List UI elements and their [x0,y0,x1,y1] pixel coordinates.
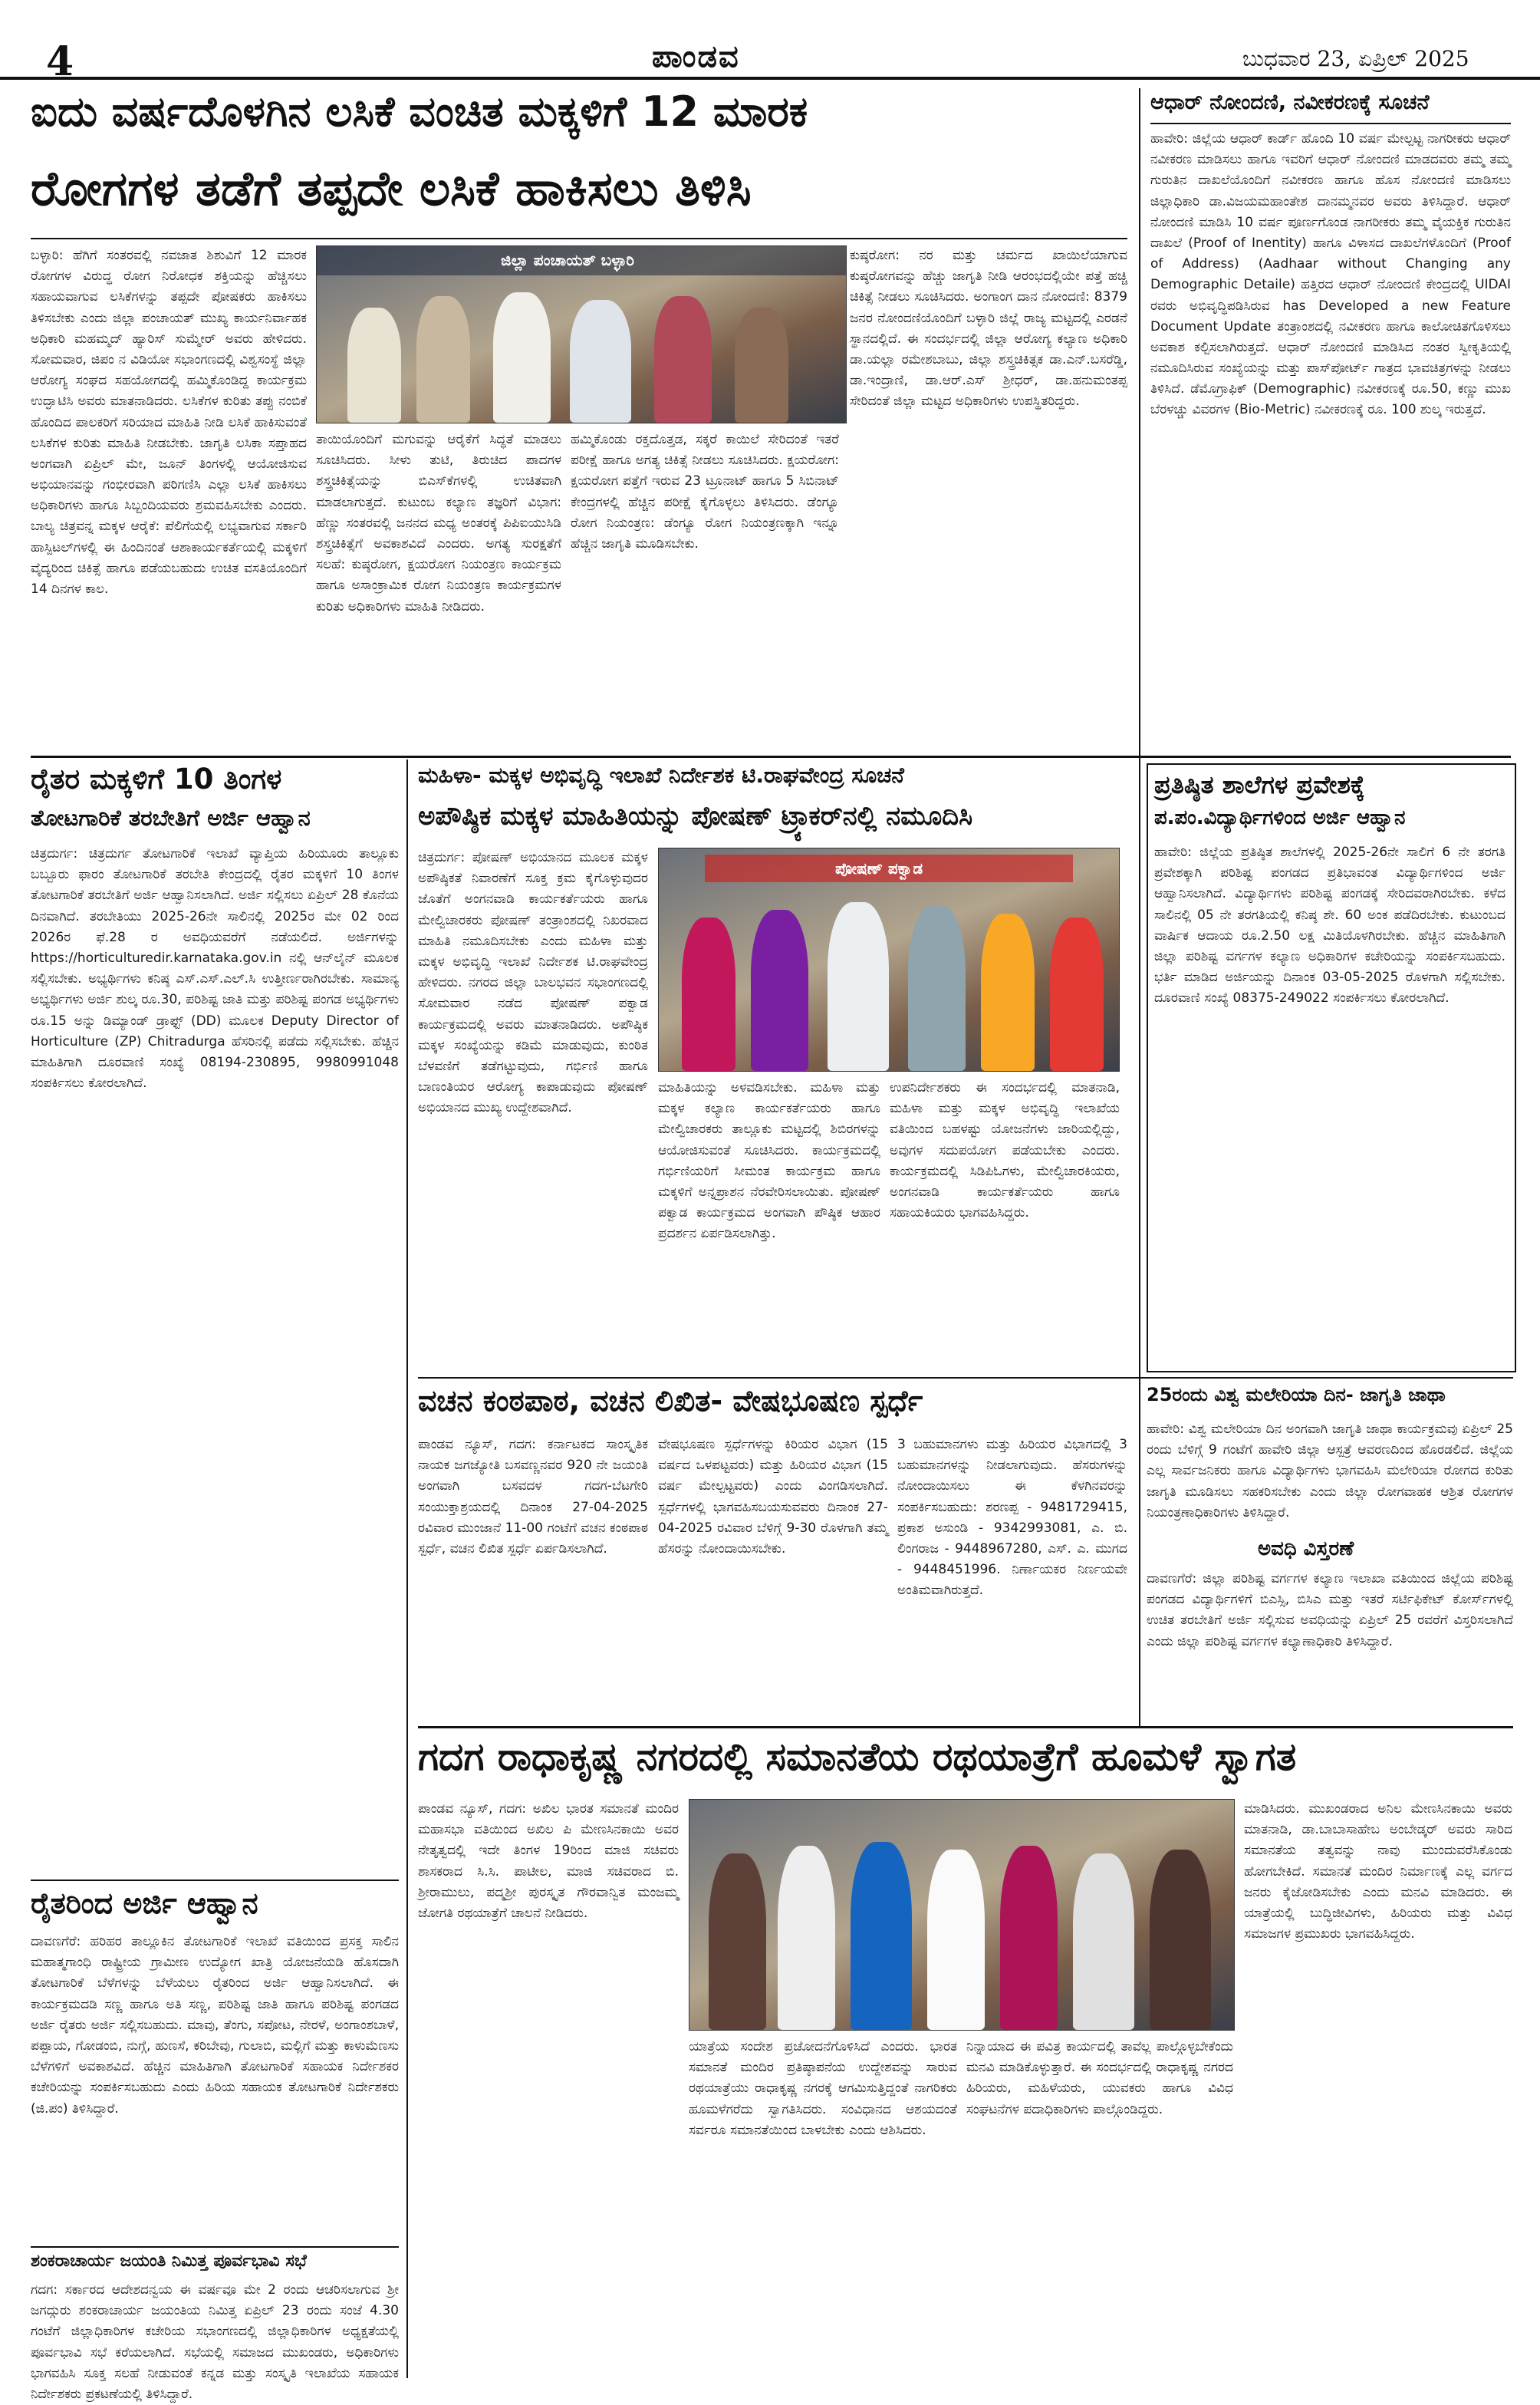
schools-headline-2: ಪ.ಪಂ.ವಿದ್ಯಾರ್ಥಿಗಳಿಂದ ಅರ್ಜಿ ಆಹ್ವಾನ [1154,806,1406,829]
gadag-column-1: ಪಾಂಡವ ನ್ಯೂಸ್, ಗದಗ: ಅಖಿಲ ಭಾರತ ಸಮಾನತೆ ಮಂದಿರ ಮಹಾಸಭಾ ವತಿಯಿಂದ ಅಖಿಲ ಪಿ ಮೇಣಸಿನಕಾಯಿ ಅವರ ನೇತೃತ್ವದಲ್ಲಿ ಇದೇ ತಿಂಗಳ 19ರಿಂದ ಮಾಜಿ ಸಚಿವರು ಶಾಸಕರಾದ ಸಿ.ಸಿ. ಪಾಟೀಲ, ಮಾಜಿ ಸಚಿವರಾದ ಬಿ. ಶ್ರೀರಾಮುಲು, ಪದ್ಮಶ್ರೀ ಪುರಸ್ಕೃತ ಗೌರವಾನ್ವಿತ ಮಂಜಮ್ಮ ಜೋಗತಿ ರಥಯಾತ್ರೆಗೆ ಚಾಲನೆ ನೀಡಿದರು. [418,1801,679,1921]
section-divider [418,1726,1513,1728]
poshan-column-1: ಚಿತ್ರದುರ್ಗ: ಪೋಷಣ್ ಅಭಿಯಾನದ ಮೂಲಕ ಮಕ್ಕಳ ಅಪೌಷ್ಠಿಕತೆ ನಿವಾರಣೆಗೆ ಸೂಕ್ತ ಕ್ರಮ ಕೈಗೊಳ್ಳುವುದರ ಜೊತೆಗೆ ಅಂಗನವಾಡಿ ಕಾರ್ಯಕರ್ತೆಯರು ಹಾಗೂ ಮೇಲ್ವಿಚಾರಕರು ಪೋಷಣ್ ತಂತ್ರಾಂಶದಲ್ಲಿ ನಿಖರವಾದ ಮಾಹಿತಿ ನಮೂದಿಸಬೇಕು ಎಂದು ಮಹಿಳಾ ಮತ್ತು ಮಕ್ಕಳ ಅಭಿವೃದ್ಧಿ ಇಲಾಖೆ ನಿರ್ದೇಶಕ ಟಿ.ರಾಘವೇಂದ್ರ ಹೇಳಿದರು. ನಗರದ ಜಿಲ್ಲಾ ಬಾಲಭವನ ಸಭಾಂಗಣದಲ್ಲಿ ಸೋಮವಾರ ನಡೆದ ಪೋಷಣ್ ಪಕ್ವಾಡ ಕಾರ್ಯಕ್ರಮದಲ್ಲಿ ಅವರು ಮಾತನಾಡಿದರು. ಅಪೌಷ್ಠಿಕ ಮಕ್ಕಳ ಸಂಖ್ಯೆಯನ್ನು ಕಡಿಮೆ ಮಾಡುವುದು, ಕುಂಠಿತ ಬೆಳವಣಿಗೆ ತಡೆಗಟ್ಟುವುದು, ಗರ್ಭಿಣಿ ಹಾಗೂ ಬಾಣಂತಿಯರ ಆರೋಗ್ಯ ಕಾಪಾಡುವುದು ಪೋಷಣ್ ಅಭಿಯಾನದ ಮುಖ್ಯ ಉದ್ದೇಶವಾಗಿದೆ. [418,850,648,1116]
poshan-column-3: ಉಪನಿರ್ದೇಶಕರು ಈ ಸಂದರ್ಭದಲ್ಲಿ ಮಾತನಾಡಿ, ಮಹಿಳಾ ಮತ್ತು ಮಕ್ಕಳ ಅಭಿವೃದ್ಧಿ ಇಲಾಖೆಯ ವತಿಯಿಂದ ಬಹಳಷ್ಟು ಯೋಜನೆಗಳು ಜಾರಿಯಲ್ಲಿದ್ದು, ಅವುಗಳ ಸದುಪಯೋಗ ಪಡೆಯಬೇಕು ಎಂದರು. ಕಾರ್ಯಕ್ರಮದಲ್ಲಿ ಸಿಡಿಪಿಓಗಳು, ಮೇಲ್ವಿಚಾರಕಿಯರು, ಅಂಗನವಾಡಿ ಕಾರ್ಯಕರ್ತೆಯರು ಹಾಗೂ ಸಹಾಯಕಿಯರು ಭಾಗವಹಿಸಿದ್ದರು. [890,1080,1120,1221]
farmers-children-headline-1: ರೈತರ ಮಕ್ಕಳಿಗೆ 10 ತಿಂಗಳ [31,763,282,796]
section-divider [31,756,1511,758]
divider [1150,123,1511,124]
lead-headline-2: ರೋಗಗಳ ತಡೆಗೆ ತಪ್ಪದೇ ಲಸಿಕೆ ಹಾಕಿಸಲು ತಿಳಿಸಿ [31,160,752,216]
section-divider [418,1377,1513,1379]
farmers-children-text: ಚಿತ್ರದುರ್ಗ: ಚಿತ್ರದುರ್ಗ ತೋಟಗಾರಿಕೆ ಇಲಾಖೆ ವ್ಯಾಪ್ತಿಯ ಹಿರಿಯೂರು ತಾಲ್ಲೂಕು ಬಬ್ಬೂರು ಫಾರಂ ತೋಟಗಾರಿಕೆ ತರಬೇತಿ ಕೇಂದ್ರದಲ್ಲಿ ರೈತರ ಮಕ್ಕಳಿಗೆ 10 ತಿಂಗಳ ತೋಟಗಾರಿಕೆ ತರಬೇತಿಗೆ ಅರ್ಜಿ ಆಹ್ವಾನಿಸಲಾಗಿದೆ. ಅರ್ಜಿ ಸಲ್ಲಿಸಲು ಏಪ್ರಿಲ್ 28 ಕೊನೆಯ ದಿನವಾಗಿದೆ. ತರಬೇತಿಯು 2025-26ನೇ ಸಾಲಿನಲ್ಲಿ 2025ರ ಮೇ 02 ರಿಂದ 2026ರ ಫೆ.28 ರ ಅವಧಿಯವರೆಗೆ ನಡೆಯಲಿದೆ. ಅರ್ಜಿಗಳನ್ನು https://horticulturedir.karnataka.gov.in ನಲ್ಲಿ ಆನ್‌ಲೈನ್ ಮೂಲಕ ಸಲ್ಲಿಸಬೇಕು. ಅಭ್ಯರ್ಥಿಗಳು ಕನಿಷ್ಠ ಎಸ್.ಎಸ್.ಎಲ್.ಸಿ ಉತ್ತೀರ್ಣರಾಗಿರಬೇಕು. ಸಾಮಾನ್ಯ ಅಭ್ಯರ್ಥಿಗಳು ಅರ್ಜಿ ಶುಲ್ಕ ರೂ.30, ಪರಿಶಿಷ್ಟ ಜಾತಿ ಮತ್ತು ಪರಿಶಿಷ್ಟ ಪಂಗಡ ಅಭ್ಯರ್ಥಿಗಳು ರೂ.15 ಅನ್ನು ಡಿಮ್ಯಾಂಡ್ ಡ್ರಾಫ್ಟ್ (DD) ಮೂಲಕ Deputy Director of Horticulture (ZP) Chitradurga ಹೆಸರಿನಲ್ಲಿ ಪಡೆದು ಸಲ್ಲಿಸಬೇಕು. ಹೆಚ್ಚಿನ ಮಾಹಿತಿಗಾಗಿ ದೂರವಾಣಿ ಸಂಖ್ಯೆ 08194-230895, 9980991048 ಸಂಪರ್ಕಿಸಲು ಕೋರಲಾಗಿದೆ. [31,846,399,1092]
gadag-headline: ಗದಗ ರಾಧಾಕೃಷ್ಣ ನಗರದಲ್ಲಿ ಸಮಾನತೆಯ ರಥಯಾತ್ರೆಗೆ ಹೂಮಳೆ ಸ್ವಾಗತ [418,1735,1297,1779]
gadag-column-4: ಮಾಡಿಸಿದರು. ಮುಖಂಡರಾದ ಅನಿಲ ಮೇಣಸಿನಕಾಯಿ ಅವರು ಮಾತನಾಡಿ, ಡಾ.ಬಾಬಾಸಾಹೇಬ ಅಂಬೇಡ್ಕರ್ ಅವರು ಸಾರಿದ ಸಮಾನತೆಯ ತತ್ವವನ್ನು ನಾವು ಮುಂದುವರೆಸಿಕೊಂಡು ಹೋಗಬೇಕಿದೆ. ಸಮಾನತೆ ಮಂದಿರ ನಿರ್ಮಾಣಕ್ಕೆ ಎಲ್ಲ ವರ್ಗದ ಜನರು ಕೈಜೋಡಿಸಬೇಕು ಎಂದು ಮನವಿ ಮಾಡಿದರು. ಈ ಯಾತ್ರೆಯಲ್ಲಿ ಬುದ್ಧಿಜೀವಿಗಳು, ಹಿರಿಯರು ಮತ್ತು ವಿವಿಧ ಸಮಾಜಗಳ ಪ್ರಮುಖರು ಭಾಗವಹಿಸಿದ್ದರು. [1244,1801,1512,1942]
aadhaar-text: ಹಾವೇರಿ: ಜಿಲ್ಲೆಯ ಆಧಾರ್ ಕಾರ್ಡ್ ಹೊಂದಿ 10 ವರ್ಷ ಮೇಲ್ಪಟ್ಟ ನಾಗರೀಕರು ಆಧಾರ್ ನವೀಕರಣ ಮಾಡಿಸಲು ಹಾಗೂ ಇವರಿಗೆ ಆಧಾರ್ ನೋಂದಣಿ ಮಾಡದವರು ತಮ್ಮ ತಮ್ಮ ಗುರುತಿನ ದಾಖಲೆಯೊಂದಿಗೆ ನವೀಕರಣ ಹಾಗೂ ಹೊಸ ನೋಂದಣಿ ಮಾಡಿಸಲು ಜಿಲ್ಲಾಧಿಕಾರಿ ಡಾ.ವಿಜಯಮಹಾಂತೇಶ ದಾನಮ್ಮನವರ ಅವರು ತಿಳಿಸಿದ್ದಾರೆ. ಆಧಾರ್ ನೋಂದಣಿ ಮಾಡಿಸಿ 10 ವರ್ಷ ಪೂರ್ಣಗೊಂಡ ನಾಗರೀಕರು ತಮ್ಮ ವೈಯಕ್ತಿಕ ಗುರುತಿನ ದಾಖಲೆ (Proof of Inentity) ಹಾಗೂ ವಿಳಾಸದ ದಾಖಲೆಗಳೊಂದಿಗೆ (Proof of Address) (Aadhaar without Changing any Demographic Detaile) ಹತ್ತಿರದ ಆಧಾರ್ ನೋಂದಣಿ ಕೇಂದ್ರದಲ್ಲಿ UIDAI ರವರು ಅಭಿವೃದ್ಧಿಪಡಿಸಿರುವ has Developed a new Feature Document Update ತಂತ್ರಾಂಶದಲ್ಲಿ ನವೀಕರಣ ಹಾಗೂ ಕಾಲೋಚಿತಗೊಳಿಸಲು ಅವಕಾಶ ಕಲ್ಪಿಸಲಾಗಿರುತ್ತದೆ. ಆಧಾರ್ ನೋಂದಣಿ ಮಾಡಿಸಿದ ನಂತರ ಸ್ವೀಕೃತಿಯಲ್ಲಿ ನಮೂದಿಸಿರುವ ಸಂಖ್ಯೆಯನ್ನು ಮತ್ತು ಪಾಸ್‌ಪೋರ್ಟ್ ಗಾತ್ರದ ಭಾವಚಿತ್ರಗಳನ್ನು ನೀಡಲು ತಿಳಿಸಿದೆ. ಡೆಮೊಗ್ರಾಫಿಕ್ (Demographic) ನವೀಕರಣಕ್ಕೆ ರೂ.50, ಕಣ್ಣು ಮುಖ ಬೆರಳಚ್ಚು ವಿವರಗಳ (Bio-Metric) ನವೀಕರಣಕ್ಕೆ ರೂ. 100 ಶುಲ್ಕ ಇರುತ್ತದೆ. [1150,131,1511,418]
lead-column-1: ಬಳ್ಳಾರಿ: ಹೆಗಿಗೆ ಸಂತರವಲ್ಲಿ ನವಜಾತ ಶಿಶುವಿಗೆ 12 ಮಾರಕ ರೋಗಗಳ ವಿರುದ್ಧ ರೋಗ ನಿರೋಧಕ ಶಕ್ತಿಯನ್ನು ಹೆಚ್ಚಿಸಲು ಸಹಾಯವಾಗುವ ಲಸಿಕೆಗಳನ್ನು ತಪ್ಪದೇ ಪೋಷಕರು ಹಾಕಿಸಲು ತಿಳಿಸಬೇಕು ಎಂದು ಜಿಲ್ಲಾ ಪಂಚಾಯತ್ ಮುಖ್ಯ ಕಾರ್ಯನಿರ್ವಾಹಕ ಅಧಿಕಾರಿ ಮಹಮ್ಮದ್ ಹ್ಯಾರಿಸ್ ಸುಮ್ಮೇರ್ ಅವರು ಹೇಳಿದರು. ಸೋಮವಾರ, ಜಿಪಂ ನ ವಿಡಿಯೋ ಸಭಾಂಗಣದಲ್ಲಿ ವಿಶ್ವಸಂಸ್ಥೆ ಜಿಲ್ಲಾ ಆರೋಗ್ಯ ಸಂಘದ ಸಹಯೋಗದಲ್ಲಿ ಹಮ್ಮಿಕೊಂಡಿದ್ದ ಕಾರ್ಯಕ್ರಮ ಉದ್ಘಾಟಿಸಿ ಅವರು ಮಾತನಾಡಿದರು. ಲಸಿಕೆಗಳ ಕುರಿತು ತಪ್ಪು ನಂಬಿಕೆ ಹೊಂದಿದ ಪಾಲಕರಿಗೆ ಸರಿಯಾದ ಮಾಹಿತಿ ನೀಡಿ ಲಸಿಕೆ ಹಾಕಿಸುವಂತೆ ಲಸಿಕೆಗಳ ಕುರಿತು ಮಾಹಿತಿ ನೀಡಬೇಕು. ಜಾಗೃತಿ ಲಸಿಕಾ ಸಪ್ತಾಹದ ಅಂಗವಾಗಿ ಏಪ್ರಿಲ್ ಮೇ, ಜೂನ್ ತಿಂಗಳಲ್ಲಿ ಆಯೋಜಿಸುವ ಅಭಿಯಾನವನ್ನು ಗಂಭೀರವಾಗಿ ಪರಿಗಣಿಸಿ ಎಲ್ಲಾ ಲಸಿಕೆ ಹಾಕಿಸಲು ಅಧಿಕಾರಿಗಳು ಹಾಗೂ ಸಿಬ್ಬಂದಿಯವರು ಶ್ರಮವಹಿಸಬೇಕು ಎಂದರು. ಬಾಲ್ಯ ಚಿತ್ರವನ್ನ ಮಕ್ಕಳ ಆರೈಕೆ: ಪೆಲಿಗೆಯಲ್ಲಿ ಲಭ್ಯವಾಗುವ ಸರ್ಕಾರಿ ಹಾಸ್ಪಿಟಲ್‌ಗಳಲ್ಲಿ ಈ ಹಿಂದಿನಂತೆ ಆಶಾಕಾರ್ಯಕರ್ತೆಯಲ್ಲಿ ಮಕ್ಕಳಿಗೆ ವೈದ್ಯರಿಂದ ಚಿಕಿತ್ಸೆ ಹಾಗೂ ಪಡೆಯಬಹುದು ಉಚಿತ ವಸತಿಯೊಂದಿಗೆ 14 ದಿನಗಳ ಕಾಲ. [31,248,307,597]
lead-column-2: ತಾಯಿಯೊಂದಿಗೆ ಮಗುವನ್ನು ಆರೈಕೆಗೆ ಸಿದ್ಧತೆ ಮಾಡಲು ಸೂಚಿಸಿದರು. ಸೀಳು ತುಟಿ, ತಿರುಚಿದ ಪಾದಗಳ ಶಸ್ತ್ರಚಿಕಿತ್ಸೆಯನ್ನು ಬಿಎಸ್‌ಕೆಗಳಲ್ಲಿ ಉಚಿತವಾಗಿ ಮಾಡಲಾಗುತ್ತದೆ. ಕುಟುಂಬ ಕಲ್ಯಾಣ ತಜ್ಞರಿಗೆ ವಿಭಾಗ: ಹೆಣ್ಣು ಸಂತರವಲ್ಲಿ ಜನನದ ಮಧ್ಯ ಅಂತರಕ್ಕೆ ಪಿಪಿಐಯುಸಿಡಿ ಶಸ್ತ್ರಚಿಕಿತ್ಸೆಗೆ ಅವಕಾಶವಿದೆ ಎಂದರು. ಅಗತ್ಯ ಸುರಕ್ಷತೆಗೆ ಸಲಹೆ: ಕುಷ್ಠರೋಗ, ಕ್ಷಯರೋಗ ನಿಯಂತ್ರಣ ಕಾರ್ಯಕ್ರಮ ಹಾಗೂ ಅಸಾಂಕ್ರಾಮಿಕ ರೋಗ ನಿಯಂತ್ರಣ ಕಾರ್ಯಕ್ರಮಗಳ ಕುರಿತು ಅಧಿಕಾರಿಗಳು ಮಾಹಿತಿ ನೀಡಿದರು. [316,432,561,614]
malaria-text: ಹಾವೇರಿ: ವಿಶ್ವ ಮಲೇರಿಯಾ ದಿನ ಅಂಗವಾಗಿ ಜಾಗೃತಿ ಜಾಥಾ ಕಾರ್ಯಕ್ರಮವು ಏಪ್ರಿಲ್ 25 ರಂದು ಬೆಳಿಗ್ಗೆ 9 ಗಂಟೆಗೆ ಹಾವೇರಿ ಜಿಲ್ಲಾ ಆಸ್ಪತ್ರೆ ಆವರಣದಿಂದ ಹೊರಡಲಿದೆ. ಜಿಲ್ಲೆಯ ಎಲ್ಲ ಸಾರ್ವಜನಿಕರು ಹಾಗೂ ವಿದ್ಯಾರ್ಥಿಗಳು ಭಾಗವಹಿಸಿ ಮಲೇರಿಯಾ ರೋಗದ ಕುರಿತು ಜಾಗೃತಿ ಮೂಡಿಸಲು ಸಹಕರಿಸಬೇಕು ಎಂದು ಜಿಲ್ಲಾ ರೋಗವಾಹಕ ಆಶ್ರಿತ ರೋಗಗಳ ನಿಯಂತ್ರಣಾಧಿಕಾರಿಗಳು ತಿಳಿಸಿದ್ದಾರೆ. [1147,1422,1513,1520]
section-divider [31,2246,399,2248]
lead-photo [316,245,847,423]
gadag-photo [689,1799,1235,2031]
masthead [0,0,1540,85]
column-divider [1139,1381,1140,1726]
malaria-headline: 25ರಂದು ವಿಶ್ವ ಮಲೇರಿಯಾ ದಿನ- ಜಾಗೃತಿ ಜಾಥಾ [1147,1384,1446,1405]
section-divider [31,1880,399,1881]
poshan-headline-1: ಮಹಿಳಾ- ಮಕ್ಕಳ ಅಭಿವೃದ್ಧಿ ಇಲಾಖೆ ನಿರ್ದೇಶಕ ಟಿ.ರಾಘವೇಂದ್ರ ಸೂಚನೆ [418,763,904,788]
dateline: ಬುಧವಾರ 23, ಏಪ್ರಿಲ್ 2025 [1242,46,1469,71]
farmers-children-headline-2: ತೋಟಗಾರಿಕೆ ತರಬೇತಿಗೆ ಅರ್ಜಿ ಆಹ್ವಾನ [31,805,311,831]
lead-column-4: ಕುಷ್ಠರೋಗ: ನರ ಮತ್ತು ಚರ್ಮದ ಖಾಯಿಲೆಯಾಗುವ ಕುಷ್ಠರೋಗವನ್ನು ಹೆಚ್ಚು ಜಾಗೃತಿ ನೀಡಿ ಆರಂಭದಲ್ಲಿಯೇ ಪತ್ತೆ ಹಚ್ಚಿ ಚಿಕಿತ್ಸೆ ನೀಡಲು ಸೂಚಿಸಿದರು. ಅಂಗಾಂಗ ದಾನ ನೋಂದಣಿ: 8379 ಜನರ ನೋಂದಣಿಯೊಂದಿಗೆ ಬಳ್ಳಾರಿ ಜಿಲ್ಲೆ ರಾಜ್ಯ ಮಟ್ಟದಲ್ಲಿ ಎರಡನೆ ಸ್ಥಾನದಲ್ಲಿದೆ. ಈ ಸಂದರ್ಭದಲ್ಲಿ ಜಿಲ್ಲಾ ಆರೋಗ್ಯ ಕಲ್ಯಾಣ ಅಧಿಕಾರಿ ಡಾ.ಯಲ್ಲಾ ರಮೇಶಬಾಬು, ಜಿಲ್ಲಾ ಶಸ್ತ್ರಚಿಕಿತ್ಸಕ ಡಾ.ಎನ್.ಬಸರೆಡ್ಡಿ, ಡಾ.ಇಂದ್ರಾಣಿ, ಡಾ.ಆರ್.ಎಸ್ ಶ್ರೀಧರ್, ಡಾ.ಹನುಮಂತಪ್ಪ ಸೇರಿದಂತೆ ಜಿಲ್ಲಾ ಮಟ್ಟದ ಅಧಿಕಾರಿಗಳು ಉಪಸ್ಥಿತರಿದ್ದರು. [850,248,1127,410]
vachana-column-1: ಪಾಂಡವ ನ್ಯೂಸ್, ಗದಗ: ಕರ್ನಾಟಕದ ಸಾಂಸ್ಕೃತಿಕ ನಾಯಕ ಜಗಜ್ಯೋತಿ ಬಸವಣ್ಣನವರ 920 ನೇ ಜಯಂತಿ ಅಂಗವಾಗಿ ಬಸವದಳ ಗದಗ-ಬೆಟಗೇರಿ ಸಂಯುಕ್ತಾಶ್ರಯದಲ್ಲಿ ದಿನಾಂಕ 27-04-2025 ರವಿವಾರ ಮುಂಜಾನೆ 11-00 ಗಂಟೆಗೆ ವಚನ ಕಂಠಪಾಠ ಸ್ಪರ್ಧೆ, ವಚನ ಲಿಖಿತ ಸ್ಪರ್ಧೆ ಏರ್ಪಡಿಸಲಾಗಿದೆ. [418,1437,648,1557]
farmers-apply-headline: ರೈತರಿಂದ ಅರ್ಜಿ ಆಹ್ವಾನ [31,1886,258,1920]
lead-headline-1: ಐದು ವರ್ಷದೊಳಗಿನ ಲಸಿಕೆ ವಂಚಿತ ಮಕ್ಕಳಿಗೆ 12 ಮಾರಕ [31,87,808,136]
column-divider [406,759,408,2378]
extension-headline: ಅವಧಿ ವಿಸ್ತರಣೆ [1258,1537,1354,1560]
poshan-photo [658,848,1120,1072]
gadag-column-2: ಯಾತ್ರೆಯ ಸಂದೇಶ ಪ್ರಚೋದನೆಗೊಳಿಸಿದೆ ಎಂದರು. ಭಾರತ ಸಮಾನತೆ ಮಂದಿರ ಪ್ರತಿಷ್ಠಾಪನೆಯ ಉದ್ದೇಶವನ್ನು ಸಾರುವ ರಥಯಾತ್ರೆಯು ರಾಧಾಕೃಷ್ಣ ನಗರಕ್ಕೆ ಆಗಮಿಸುತ್ತಿದ್ದಂತೆ ನಾಗರಿಕರು ಹೂಮಳೆಗರೆದು ಸ್ವಾಗತಿಸಿದರು. ಸಂವಿಧಾನದ ಆಶಯದಂತೆ ಸರ್ವರೂ ಸಮಾನತೆಯಿಂದ ಬಾಳಬೇಕು ಎಂದು ಆಶಿಸಿದರು. [689,2039,957,2138]
poshan-headline-2: ಅಪೌಷ್ಠಿಕ ಮಕ್ಕಳ ಮಾಹಿತಿಯನ್ನು ಪೋಷಣ್ ಟ್ರ್ಯಾಕರ್‌ನಲ್ಲಿ ನಮೂದಿಸಿ [418,801,973,832]
lead-photo-banner: ಜಿಲ್ಲಾ ಪಂಚಾಯತ್ ಬಳ್ಳಾರಿ [501,251,634,269]
divider [31,238,1127,239]
vachana-headline: ವಚನ ಕಂಠಪಾಠ, ವಚನ ಲಿಖಿತ- ವೇಷಭೂಷಣ ಸ್ಪರ್ಧೆ [418,1384,923,1418]
newspaper-name: ಪಾಂಡವ [652,38,740,74]
gadag-column-3: ನಿನ್ನಾಯಾದ ಈ ಪವಿತ್ರ ಕಾರ್ಯದಲ್ಲಿ ತಾವೆಲ್ಲ ಪಾಲ್ಗೊಳ್ಳಬೇಕೆಂದು ಮನವಿ ಮಾಡಿಕೊಳ್ಳುತ್ತಾರೆ. ಈ ಸಂದರ್ಭದಲ್ಲಿ ರಾಧಾಕೃಷ್ಣ ನಗರದ ಹಿರಿಯರು, ಮಹಿಳೆಯರು, ಯುವಕರು ಹಾಗೂ ವಿವಿಧ ಸಂಘಟನೆಗಳ ಪದಾಧಿಕಾರಿಗಳು ಪಾಲ್ಗೊಂಡಿದ್ದರು. [966,2039,1233,2117]
vachana-column-2: ವೇಷಭೂಷಣ ಸ್ಪರ್ಧೆಗಳನ್ನು ಕಿರಿಯರ ವಿಭಾಗ (15 ವರ್ಷದ ಒಳಪಟ್ಟವರು) ಮತ್ತು ಹಿರಿಯರ ವಿಭಾಗ (15 ವರ್ಷ ಮೇಲ್ಪಟ್ಟವರು) ಎಂದು ವಿಂಗಡಿಸಲಾಗಿದೆ. ಸ್ಪರ್ಧೆಗಳಲ್ಲಿ ಭಾಗವಹಿಸಬಯಸುವವರು ದಿನಾಂಕ 27-04-2025 ರವಿವಾರ ಬೆಳಿಗ್ಗೆ 9-30 ರೊಳಗಾಗಿ ತಮ್ಮ ಹೆಸರನ್ನು ನೋಂದಾಯಿಸಬೇಕು. [658,1437,888,1557]
lead-column-3: ಹಮ್ಮಿಕೊಂಡು ರಕ್ತದೊತ್ತಡ, ಸಕ್ಕರೆ ಕಾಯಿಲೆ ಸೇರಿದಂತೆ ಇತರೆ ಪರೀಕ್ಷೆ ಹಾಗೂ ಅಗತ್ಯ ಚಿಕಿತ್ಸೆ ನೀಡಲು ಸೂಚಿಸಿದರು. ಕ್ಷಯರೋಗ: ಕ್ಷಯರೋಗ ಪತ್ತೆಗೆ ಇರುವ 23 ಟ್ರೂನಾಟ್ ಹಾಗೂ 5 ಸಿಬಿನಾಟ್ ಕೇಂದ್ರಗಳಲ್ಲಿ ಹೆಚ್ಚಿನ ಪರೀಕ್ಷೆ ಕೈಗೊಳ್ಳಲು ತಿಳಿಸಿದರು. ಡೆಂಗ್ಯೂ ರೋಗ ನಿಯಂತ್ರಣ: ಡೆಂಗ್ಯೂ ರೋಗ ನಿಯಂತ್ರಣಕ್ಕಾಗಿ ಇನ್ನೂ ಹೆಚ್ಚಿನ ಜಾಗೃತಿ ಮೂಡಿಸಬೇಕು. [571,432,839,552]
vachana-column-3: 3 ಬಹುಮಾನಗಳು ಮತ್ತು ಹಿರಿಯರ ವಿಭಾಗದಲ್ಲಿ 3 ಬಹುಮಾನಗಳನ್ನು ನೀಡಲಾಗುವುದು. ಹೆಸರುಗಳನ್ನು ನೋಂದಾಯಿಸಲು ಈ ಕೆಳಗಿನವರನ್ನು ಸಂಪರ್ಕಿಸಬಹುದು: ಶರಣಪ್ಪ - 9481729415, ಪ್ರಕಾಶ ಅಸುಂಡಿ - 9342993081, ಎ. ಬಿ. ಲಿಂಗರಾಜ - 9448967280, ಎಸ್. ಎ. ಮುಗದ - 9448451996. ನಿರ್ಣಾಯಕರ ನಿರ್ಣಯವೇ ಅಂತಿಮವಾಗಿರುತ್ತದೆ. [897,1437,1127,1599]
poshan-column-2: ಮಾಹಿತಿಯನ್ನು ಅಳವಡಿಸಬೇಕು. ಮಹಿಳಾ ಮತ್ತು ಮಕ್ಕಳ ಕಲ್ಯಾಣ ಕಾರ್ಯಕರ್ತೆಯರು ಹಾಗೂ ಮೇಲ್ವಿಚಾರಕರು ತಾಲ್ಲೂಕು ಮಟ್ಟದಲ್ಲಿ ಶಿಬಿರಗಳನ್ನು ಆಯೋಜಿಸುವಂತೆ ಸೂಚಿಸಿದರು. ಕಾರ್ಯಕ್ರಮದಲ್ಲಿ ಗರ್ಭಿಣಿಯರಿಗೆ ಸೀಮಂತ ಕಾರ್ಯಕ್ರಮ ಹಾಗೂ ಮಕ್ಕಳಿಗೆ ಅನ್ನಪ್ರಾಶನ ನೆರವೇರಿಸಲಾಯಿತು. ಪೋಷಣ್ ಪಕ್ವಾಡ ಕಾರ್ಯಕ್ರಮದ ಅಂಗವಾಗಿ ಪೌಷ್ಠಿಕ ಆಹಾರ ಪ್ರದರ್ಶನ ಏರ್ಪಡಿಸಲಾಗಿತ್ತು. [658,1080,880,1242]
poshan-photo-banner: ಪೋಷಣ್ ಪಕ್ವಾಡ [835,859,923,878]
schools-text: ಹಾವೇರಿ: ಜಿಲ್ಲೆಯ ಪ್ರತಿಷ್ಠಿತ ಶಾಲೆಗಳಲ್ಲಿ 2025-26ನೇ ಸಾಲಿಗೆ 6 ನೇ ತರಗತಿ ಪ್ರವೇಶಕ್ಕಾಗಿ ಪರಿಶಿಷ್ಟ ಪಂಗಡದ ಪ್ರತಿಭಾವಂತ ವಿದ್ಯಾರ್ಥಿಗಳಿಂದ ಅರ್ಜಿ ಆಹ್ವಾನಿಸಲಾಗಿದೆ. ವಿದ್ಯಾರ್ಥಿಗಳು ಪರಿಶಿಷ್ಟ ಪಂಗಡಕ್ಕೆ ಸೇರಿದವರಾಗಿರಬೇಕು. ಕಳೆದ ಸಾಲಿನಲ್ಲಿ 05 ನೇ ತರಗತಿಯಲ್ಲಿ ಕನಿಷ್ಠ ಶೇ. 60 ಅಂಕ ಪಡೆದಿರಬೇಕು. ಕುಟುಂಬದ ವಾರ್ಷಿಕ ಆದಾಯ ರೂ.2.50 ಲಕ್ಷ ಮಿತಿಯೊಳಗಿರಬೇಕು. ಹೆಚ್ಚಿನ ಮಾಹಿತಿಗಾಗಿ ಜಿಲ್ಲಾ ಪರಿಶಿಷ್ಟ ವರ್ಗಗಳ ಕಲ್ಯಾಣ ಅಧಿಕಾರಿಗಳ ಕಚೇರಿಯನ್ನು ಸಂಪರ್ಕಿಸಬಹುದು. ಭರ್ತಿ ಮಾಡಿದ ಅರ್ಜಿಯನ್ನು ದಿನಾಂಕ 03-05-2025 ರೊಳಗಾಗಿ ಸಲ್ಲಿಸಬೇಕು. ದೂರವಾಣಿ ಸಂಖ್ಯೆ 08375-249022 ಸಂಪರ್ಕಿಸಲು ಕೋರಲಾಗಿದೆ. [1154,845,1505,1006]
page-number: 4 [46,38,74,85]
shankaracharya-text: ಗದಗ: ಸರ್ಕಾರದ ಆದೇಶದನ್ವಯ ಈ ವರ್ಷವೂ ಮೇ 2 ರಂದು ಆಚರಿಸಲಾಗುವ ಶ್ರೀ ಜಗದ್ಗುರು ಶಂಕರಾಚಾರ್ಯ ಜಯಂತಿಯ ನಿಮಿತ್ತ ಏಪ್ರಿಲ್ 23 ರಂದು ಸಂಜೆ 4.30 ಗಂಟೆಗೆ ಜಿಲ್ಲಾಧಿಕಾರಿಗಳ ಕಚೇರಿಯ ಸಭಾಂಗಣದಲ್ಲಿ ಜಿಲ್ಲಾಧಿಕಾರಿಗಳ ಅಧ್ಯಕ್ಷತೆಯಲ್ಲಿ ಪೂರ್ವಭಾವಿ ಸಭೆ ಕರೆಯಲಾಗಿದೆ. ಸಭೆಯಲ್ಲಿ ಸಮಾಜದ ಮುಖಂಡರು, ಅಧಿಕಾರಿಗಳು ಭಾಗವಹಿಸಿ ಸೂಕ್ತ ಸಲಹೆ ನೀಡುವಂತೆ ಕನ್ನಡ ಮತ್ತು ಸಂಸ್ಕೃತಿ ಇಲಾಖೆಯ ಸಹಾಯಕ ನಿರ್ದೇಶಕರು ಪ್ರಕಟಣೆಯಲ್ಲಿ ತಿಳಿಸಿದ್ದಾರೆ. [31,2282,399,2402]
extension-text: ದಾವಣಗೆರೆ: ಜಿಲ್ಲಾ ಪರಿಶಿಷ್ಟ ವರ್ಗಗಳ ಕಲ್ಯಾಣ ಇಲಾಖಾ ವತಿಯಿಂದ ಜಿಲ್ಲೆಯ ಪರಿಶಿಷ್ಟ ಪಂಗಡದ ವಿದ್ಯಾರ್ಥಿಗಳಿಗೆ ಬಿಎಸ್ಸಿ, ಬಿಸಿಎ ಮತ್ತು ಇತರೆ ಸರ್ಟಿಫಿಕೇಟ್ ಕೋರ್ಸ್‌ಗಳಲ್ಲಿ ಉಚಿತ ತರಬೇತಿಗೆ ಅರ್ಜಿ ಸಲ್ಲಿಸುವ ಅವಧಿಯನ್ನು ಏಪ್ರಿಲ್ 25 ರವರೆಗೆ ವಿಸ್ತರಿಸಲಾಗಿದೆ ಎಂದು ಜಿಲ್ಲಾ ಪರಿಶಿಷ್ಟ ವರ್ಗಗಳ ಕಲ್ಯಾಣಾಧಿಕಾರಿ ತಿಳಿಸಿದ್ದಾರೆ. [1147,1571,1513,1649]
shankaracharya-headline: ಶಂಕರಾಚಾರ್ಯ ಜಯಂತಿ ನಿಮಿತ್ತ ಪೂರ್ವಭಾವಿ ಸಭೆ [31,2252,307,2271]
schools-headline-1: ಪ್ರತಿಷ್ಠಿತ ಶಾಲೆಗಳ ಪ್ರವೇಶಕ್ಕೆ [1154,770,1365,799]
farmers-apply-text: ದಾವಣಗೆರೆ: ಹರಿಹರ ತಾಲ್ಲೂಕಿನ ತೋಟಗಾರಿಕೆ ಇಲಾಖೆ ವತಿಯಿಂದ ಪ್ರಸಕ್ತ ಸಾಲಿನ ಮಹಾತ್ಮಗಾಂಧಿ ರಾಷ್ಟ್ರೀಯ ಗ್ರಾಮೀಣ ಉದ್ಯೋಗ ಖಾತ್ರಿ ಯೋಜನೆಯಡಿ ಹೊಸದಾಗಿ ತೋಟಗಾರಿಕೆ ಬೆಳೆಗಳನ್ನು ಬೆಳೆಯಲು ರೈತರಿಂದ ಅರ್ಜಿ ಆಹ್ವಾನಿಸಲಾಗಿದೆ. ಈ ಕಾರ್ಯಕ್ರಮದಡಿ ಸಣ್ಣ ಹಾಗೂ ಅತಿ ಸಣ್ಣ, ಪರಿಶಿಷ್ಟ ಜಾತಿ ಹಾಗೂ ಪರಿಶಿಷ್ಟ ಪಂಗಡದ ಅರ್ಜಿ ರೈತರು ಅರ್ಜಿ ಸಲ್ಲಿಸಬಹುದು. ಮಾವು, ತೆಂಗು, ಸಪೋಟ, ನೇರಳೆ, ಅಂಗಾಂಶಬಾಳೆ, ಪಪ್ಪಾಯ, ಗೋಡಂಬಿ, ನುಗ್ಗೆ, ಹುಣಸೆ, ಕರಿಬೇವು, ಗುಲಾಬಿ, ಮಲ್ಲಿಗೆ ಮತ್ತು ಕಾಳುಮೆಣಸು ಬೆಳೆಗಳಿಗೆ ಅವಕಾಶವಿದೆ. ಹೆಚ್ಚಿನ ಮಾಹಿತಿಗಾಗಿ ತೋಟಗಾರಿಕೆ ಸಹಾಯಕ ನಿರ್ದೇಶಕರ ಕಚೇರಿಯನ್ನು ಸಂಪರ್ಕಿಸಬಹುದು ಎಂದು ಹಿರಿಯ ಸಹಾಯಕ ತೋಟಗಾರಿಕೆ ನಿರ್ದೇಶಕರು (ಜಿ.ಪಂ) ತಿಳಿಸಿದ್ದಾರೆ. [31,1934,399,2117]
aadhaar-headline: ಆಧಾರ್ ನೋಂದಣಿ, ನವೀಕರಣಕ್ಕೆ ಸೂಚನೆ [1150,91,1430,114]
